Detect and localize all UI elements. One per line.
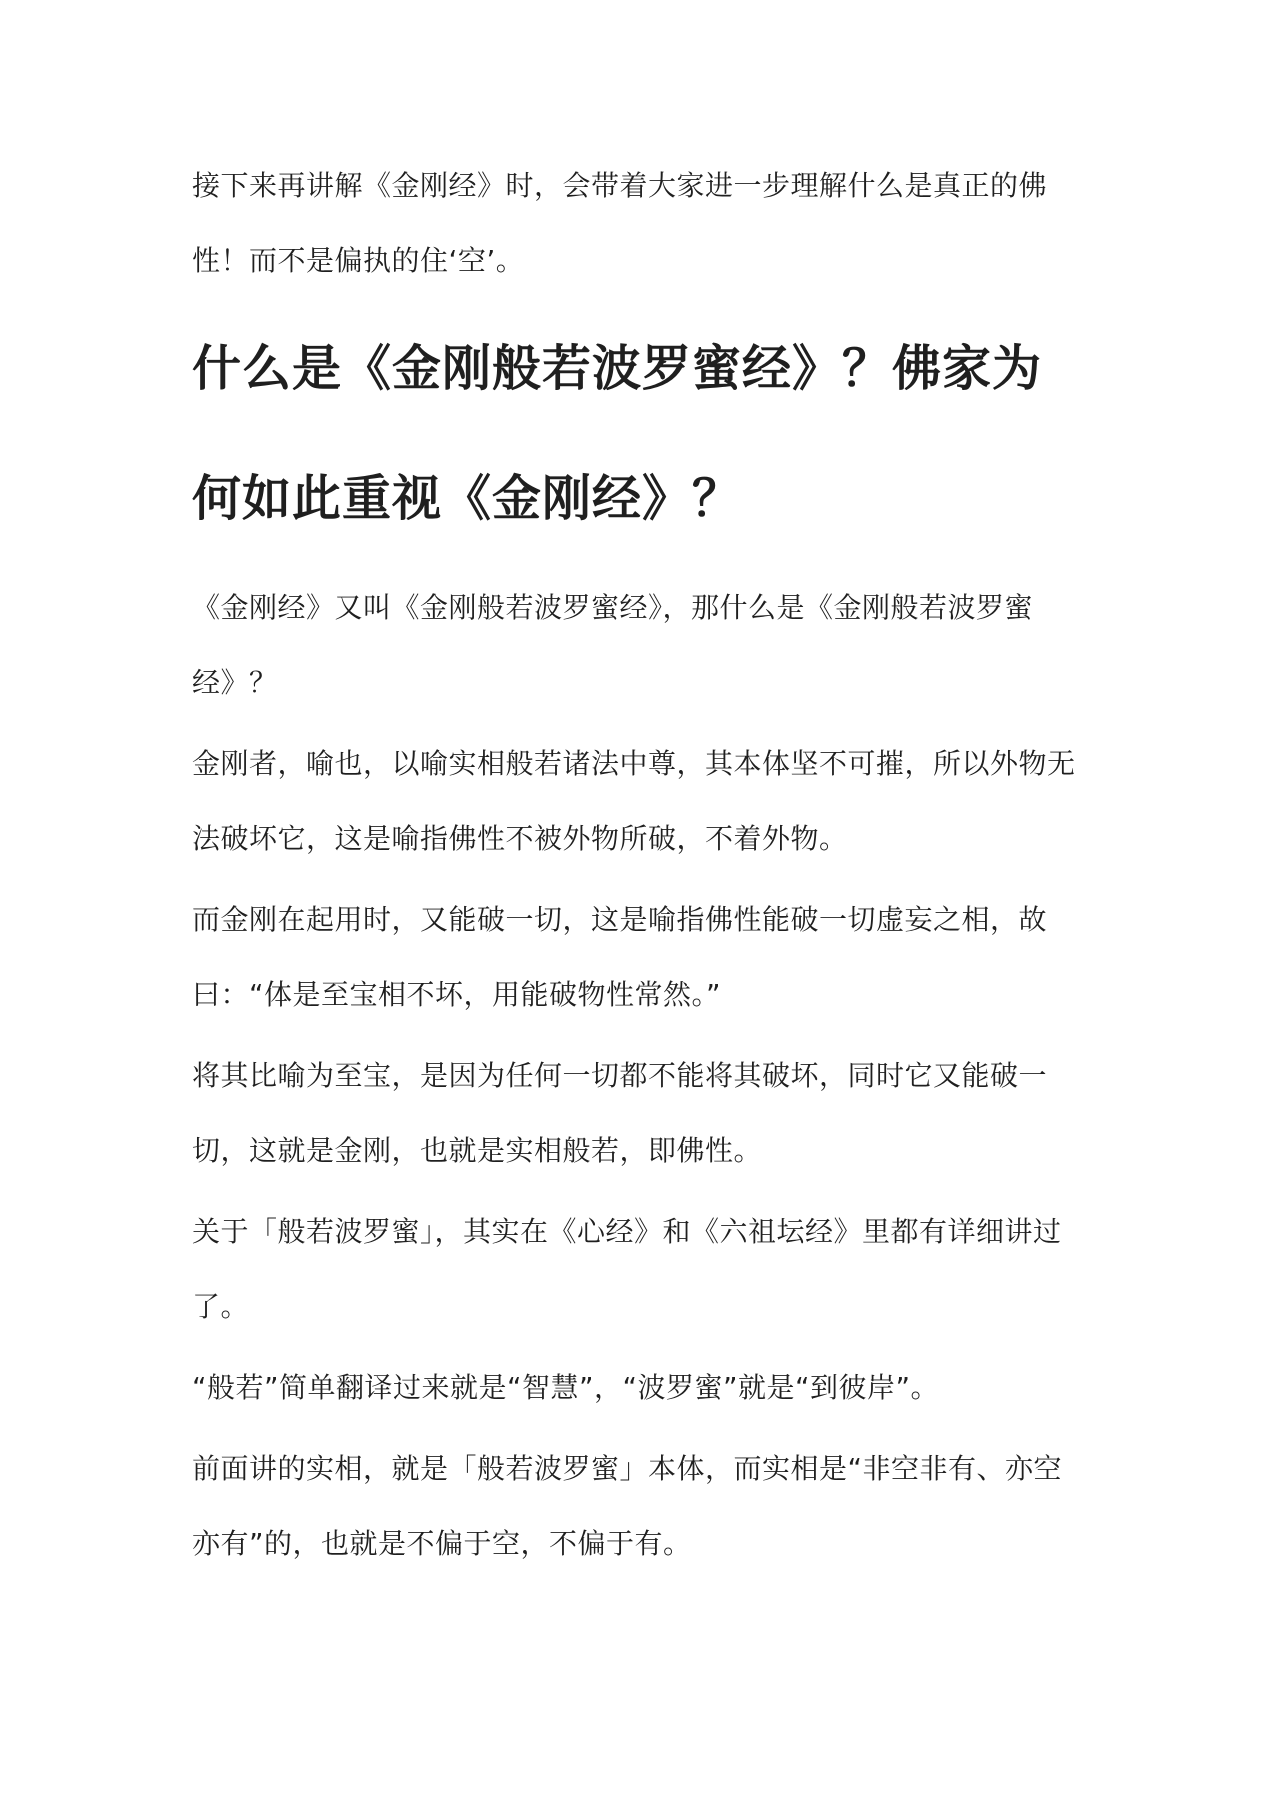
paragraph-5: 关于「般若波罗蜜」，其实在《心经》和《六祖坛经》里都有详细讲过了。 <box>192 1215 1062 1323</box>
paragraph-4: 将其比喻为至宝，是因为任何一切都不能将其破坏，同时它又能破一切，这就是金刚，也就是实相般若，即佛性。 <box>192 1059 1048 1167</box>
paragraph-1: 《金刚经》又叫《金刚般若波罗蜜经》，那什么是《金刚般若波罗蜜经》？ <box>192 591 1034 699</box>
paragraph-7: 前面讲的实相，就是「般若波罗蜜」本体，而实相是“非空非有、亦空亦有”的，也就是不偏于空，不偏于有。 <box>192 1452 1063 1560</box>
paragraph-2: 金刚者，喻也，以喻实相般若诸法中尊，其本体坚不可摧，所以外物无法破坏它，这是喻指佛性不被外物所破，不着外物。 <box>192 747 1076 855</box>
paragraph-6: “般若”简单翻译过来就是“智慧”，“波罗蜜”就是“到彼岸”。 <box>192 1371 940 1404</box>
paragraph-3: 而金刚在起用时，又能破一切，这是喻指佛性能破一切虚妄之相，故曰：“体是至宝相不坏，用能破物性常然。” <box>192 903 1048 1011</box>
article-body <box>192 148 1088 1587</box>
intro-paragraph: 接下来再讲解《金刚经》时，会带着大家进一步理解什么是真正的佛性！而不是偏执的住‘空’。 <box>192 169 1048 277</box>
section-heading: 什么是《金刚般若波罗蜜经》？佛家为何如此重视《金刚经》？ <box>192 340 1043 527</box>
